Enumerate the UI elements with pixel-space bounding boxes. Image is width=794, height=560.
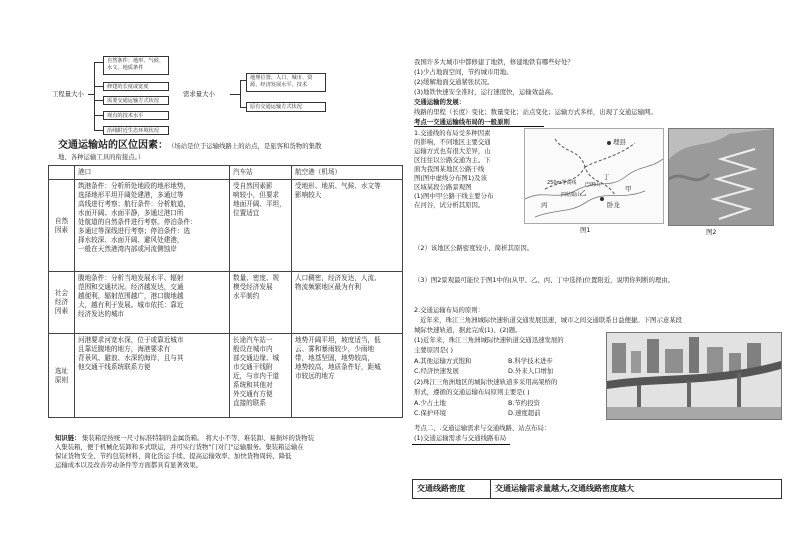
bus-cell: 数量、密度、规 模受经济发展 水平制约 <box>230 272 292 334</box>
air-cell: 人口稠密，经济发达，人流、 物流频繁地区最为有利 <box>292 272 403 334</box>
subway-answer: (2)缓解地面交通紧张状况。 <box>414 78 494 86</box>
knowledge-label: 知识链： <box>55 434 81 442</box>
point-one-title: 考点一交通运输线布局的一般原则 <box>414 118 510 126</box>
mindmap-branch: 现有的技术水平 <box>103 111 169 120</box>
figure-1-map <box>524 128 664 224</box>
air-cell: 受地形、地质、气候、水文等 影响较大 <box>292 180 403 272</box>
exam-point-two: 考点二、.交通运输需求与交通线路、站点布局： <box>414 424 551 432</box>
mindmap-connector <box>88 94 94 95</box>
bus-cell: 受自然因素影 响较小，但要求 地面开阔、平坦， 位置适宜 <box>230 180 292 272</box>
map-label: 卧龙 <box>607 201 620 209</box>
map-label: 丁 <box>603 173 610 181</box>
mindmap-branch: 自然条件：地形、气候、水文、地质条件 <box>103 56 169 75</box>
mindmap-connector <box>94 62 95 130</box>
mindmap-branch: 需要交通运输方式状况 <box>103 96 169 105</box>
question-1c: （3）图2景观最可能位于图1中的(从甲、乙、丙、丁中选择)位置附近，说明你判断的理由。 <box>414 276 675 284</box>
title-underline <box>412 444 510 445</box>
development-text: 线路的里程（长度）变化；数量变化；站点变化；运输方式多样，出现了交通运输网。 <box>414 108 657 116</box>
mindmap-branch: 沿线附近生态环境状况 <box>103 126 169 135</box>
table-header-cell: 港口 <box>75 166 230 180</box>
map-label: 四姑娘山 <box>561 192 582 198</box>
development-title: 交通运输的发展： <box>414 98 466 106</box>
exam-point-two-sub: (1)交通运输需求与交通线路布局 <box>414 434 507 442</box>
location-note: （场站是位于运输线路上的站点，是旅客和货物的集散 <box>168 142 322 150</box>
knowledge-line: 保证货物安全、节约包装材料、简化货运手续、提高运输效率、加快货物周转、降低 <box>55 452 292 460</box>
map-label: 甲 <box>625 185 632 193</box>
rule-left-cell: 交通线路密度 <box>413 480 491 499</box>
map-label: 250m等高线 <box>547 180 577 186</box>
table-header-cell <box>49 166 75 180</box>
table-header-cell: 汽车站 <box>230 166 292 180</box>
bus-cell: 长途汽车站一 般设在城市内 部交通边缘、城 市交通干线附 近，与市内干道 系统和其他对 外交通有方便 直接的联系 <box>230 334 292 418</box>
subway-question: 我国许多大城市中都修建了地铁，修建地铁有哪些好处？ <box>414 58 574 66</box>
port-cell: 河港要求河宽水深，位于或靠近城市 且靠近腹地的地方，海港要求有 背景风、避浪、水深的海岸，且与其 他交通干线系统联系方便 <box>75 334 230 418</box>
location-note: 地、各种运输工具的衔接点。） <box>58 153 145 161</box>
table-row <box>49 272 403 334</box>
row-label: 自然 因素 <box>49 180 75 272</box>
elevated-rail-svg <box>607 333 781 419</box>
title-underline <box>414 126 544 127</box>
mountain-road-svg <box>669 129 773 225</box>
question-1b: （2）该地区公路密度较小，简析其原因。 <box>414 244 534 252</box>
mindmap-demand-item: 地理位置、人口、城市、资源、经济发展水平、技术 <box>246 73 326 92</box>
map-label: 巴朗山 <box>585 182 601 188</box>
figure-1-caption: 图1 <box>580 226 591 234</box>
figure-2-caption: 图2 <box>706 228 717 236</box>
row-label: 选址 原则 <box>49 334 75 418</box>
rule-right-cell: 交通运输需求量越大,交通线路密度越大 <box>491 480 782 499</box>
subway-answer: (3)地铁快速安全准时，运行速度快，运输效益高。 <box>414 88 558 96</box>
knowledge-line: 集装箱是按统一尺寸标准特制的金属货箱。 将大小不等、难装卸、易损坏的货物装 <box>82 434 315 442</box>
figure-2-photo <box>668 128 774 226</box>
elevated-rail-photo <box>606 332 782 420</box>
map-label: 丙 <box>541 201 548 209</box>
knowledge-line: 入集装箱，便于机械化装卸和多式联运，并可实行货物"门对门"运输服务。集装箱运输在 <box>55 443 304 451</box>
port-cell: 腹地条件：分析当地发展水平、辐射 范围和交通状况。经济越发达，交通 越便利，辐射范围越广，港口腹地越 大，越有利于发展。城市依托：靠近 经济发达的城市 <box>75 272 230 334</box>
table-row <box>413 480 782 499</box>
knowledge-line: 运输成本以及改善劳动条件等方面都具有显著效果。 <box>55 461 202 469</box>
mindmap-demand-item: 原有交通运输方式状况 <box>246 102 326 112</box>
table-row <box>49 334 403 418</box>
demand-density-table <box>412 479 782 499</box>
air-cell: 地势开阔平坦，坡度适当，低 云、雾和暴雨较少，少雨地 带，地基坚固，地势较高， 地势较高，地质条件好，距城 市较远的地方 <box>292 334 403 418</box>
mindmap-demand-label: 需求量大小 <box>183 90 215 98</box>
mindmap-root: 工程量大小 <box>52 90 84 98</box>
table-header-row <box>49 166 403 180</box>
mindmap-connector <box>240 80 241 107</box>
port-cell: 筑港条件：分析所处地段的地形地势， 选择地形平坦开阔处建港，多通过等 高线进行考察；航行条件：分析航道， 水面开阔、水面平静，多通过港口所 处航道的自然条件进行考察。停泊条件： 多通过等深线进行考察；停泊条件：选 择水较深、水面开阔、避风处建港， 一般在天然港湾内部或河流侧蚀岸 <box>75 180 230 272</box>
location-factors-table <box>48 165 403 418</box>
mindmap-branch: 修建的长度或宽度 <box>103 82 169 91</box>
location-title: 交通运输站的区位因素： <box>58 140 168 151</box>
table-row <box>49 180 403 272</box>
row-label: 社会 经济 因素 <box>49 272 75 334</box>
map-label: 乙 <box>580 189 587 197</box>
map-label: 理县 <box>613 138 626 146</box>
table-header-cell: 航空港（机场） <box>292 166 403 180</box>
subway-answer: (1)少占地面空间，节约城市用地。 <box>414 68 513 76</box>
